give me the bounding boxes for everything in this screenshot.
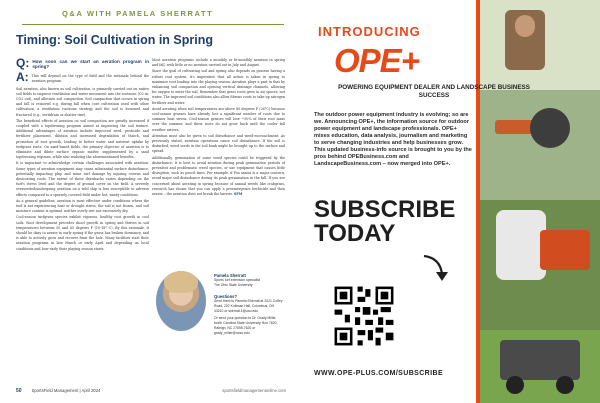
question-block: [16, 58, 149, 69]
body-paragraph: The beneficial effects of aeration on soil compaction are greatly increased if coupled with a topdressing program aimed at improving the soil texture. Additional advantages of aeration include improved seed, pesticide and fertilizer placement, dilution and increased degradation of thatch, and promotion of root growth, leading to better water and nutrient uptake by turfgrass roots. On sand-based fields, the primary objective of aeration is to eliminate and dilute surface organic matter, supplemented by a sand topdressing regimen, while also realizing the aforementioned benefits.: [16, 118, 149, 160]
ad-subtitle: POWERING EQUIPMENT DEALER AND LANDSCAPE BUSINESS SUCCESS: [338, 84, 530, 99]
ope-plus-logo: OPE+: [334, 42, 419, 79]
ad-body: The outdoor power equipment industry is evolving; so are we. Announcing OPE+, the information source for outdoor power equipment and landscape professionals. OPE+ mixes education, data analysis, journalism and marketing to serve changing industries and help businesses grow. This updated business-info source is brought to you by the pros behind OPEBusiness.com and LandscapeBusiness.com – now merged into OPE+.: [314, 112, 472, 167]
author-name: Pamela Sherratt: [214, 273, 246, 278]
section-tag: Q&A WITH PAMELA SHERRATT: [62, 9, 214, 18]
subscribe-url[interactable]: WWW.OPE-PLUS.COM/SUBSCRIBE: [314, 370, 444, 377]
ad-intro: INTRODUCING: [318, 24, 421, 39]
subscribe-heading: [314, 198, 455, 246]
publication-name: SportsField Management | April 2024: [31, 388, 101, 393]
footer-url: sportsfieldmanagementonline.com: [222, 388, 286, 393]
article-column-2: [152, 58, 285, 198]
arrow-down-icon: [420, 252, 454, 282]
body-paragraph: Since the goal of cultivating soil and spring also depends on grasses having a robust root system, it's imperative that all action is taken in spring to maximize root loading into the playing season. Aeration plays a part in that by enhancing soil compaction and opening vertical drainage channels, allowing for oxygen to enter the soil. Remember that grass roots grow in air spaces, not water. The improved soil conditions also allow fibrous roots to take up nitrogen fertilizer and water.: [152, 69, 285, 105]
question-text: How soon can we start an aeration program in spring?: [32, 59, 149, 70]
body-paragraph: As a general guideline, aeration is most effective under conditions where the turf is not experiencing heat or drought stress, the soil is not frozen, and soil moisture content is optimal, neither overly wet nor excessively dry.: [16, 198, 149, 214]
body-paragraph: Attention must also be given to soil disturbance and weed-encroachment. As previously stated, aeration operations cause soil disturbance. If the soil is disturbed, weed seeds in the soil bank might be brought up to the surface and spread.: [152, 133, 285, 154]
article-title: Timing: Soil Cultivation in Spring: [16, 33, 213, 47]
author-info: [214, 273, 284, 336]
author-photo: [156, 271, 206, 331]
answer-block: [16, 72, 149, 83]
body-paragraph: Avoid aerating when soil temperatures are above 80 degrees F (26°C) because cool-season grasses have already lost a significant number of roots due to summer heat stress. Cool-season grasses will lose ~50% of their root mass over the summer, and these roots do not grow back until the cooler fall weather arrives.: [152, 106, 285, 132]
advertisement-page: [300, 0, 600, 403]
page-number: 50: [16, 388, 22, 394]
subscribe-line: TODAY: [314, 220, 396, 247]
qr-code-icon[interactable]: [332, 284, 396, 348]
section-divider: [22, 24, 284, 25]
article-column-1: [16, 58, 149, 253]
answer-intro: This will depend on the type of field and the rationale behind the aeration program.: [31, 74, 149, 83]
contact-info: Send them to Pamela Sherratt at 2021 Coffey Road, 202 Kottman Hall, Columbus, OH 43210 or sherratt.1@osu.edu: [214, 299, 283, 313]
question-letter: Q:: [16, 56, 30, 70]
sign-off: SPM: [233, 192, 243, 197]
author-org: The Ohio State University: [214, 283, 253, 287]
body-paragraph: [152, 156, 285, 198]
body-text: Additionally, germination of some weed species could be triggered by the disturbance. It is best to avoid aeration during peak germination periods of prevalent and problematic weed species, or use equipment that causes little disruption, such as pencil tines. For example, if Poa annua is a major concern, avoid major soil disturbance during its peak germination in the fall. If you are concerned about aerating in spring because of annual weeds like crabgrass, research has shown that you can apply a preemergence herbicide and then aerate – the aeration does not break the barrier.: [152, 155, 285, 197]
body-paragraph: Cool-season turfgrass species exhibit vigorous, healthy root growth in cool soils. Root development precedes shoot growth in spring and thrives in soil temperatures between 50 and 65 degrees F (10-18° C). By this rationale, it should be okay to aerate in early spring if the grass has broken dormancy, and is able to actively grow and recover from the hole. Many facilities start their aeration programs in late March or early April and depending on local conditions and how early their playing season starts.: [16, 215, 149, 251]
questions-label: Questions?: [214, 294, 238, 299]
body-paragraph: It is important to acknowledge certain challenges associated with aeration. Some types of aeration equipment may cause substantial surface disturbance, potentially impacting play, and some turf damage by injuring crowns and desiccating roots. The extent of these drawbacks varies depending on the turf's stress level and the degree of ground cover on the field. A severely overseeded/undergoing aeration on a wild ship is less susceptible to adverse effects compared to a sparsely covered field under hot, windy conditions.: [16, 161, 149, 197]
contact-info: Or send your question to Dr. Grady Miller, North Carolina State University, Box 7620, Raleigh, NC 27695-7620 or grady_miller@ncsu.edu: [214, 316, 278, 335]
answer-letter: A:: [16, 70, 29, 85]
body-paragraph: Most aeration programs include a monthly or bi-monthly aeration in spring and fall, with little or no aeration carried out in July and August.: [152, 58, 285, 68]
author-block: [152, 267, 285, 377]
body-paragraph: Soil aeration, also known as soil cultivation, is primarily carried out on native soil fields to improve ventilation and water movement into the rootzone (O2 in, CO2 out), and alleviate soil compaction. Soil compaction that occurs in spring and fall is removed e.g. during fall when core cultivation used with other cultivation, a ventilation rootzone strategy and the soil is loosened and fractured (e.g., vertidrain or shatter tine).: [16, 86, 149, 117]
author-role: Sports turf extension specialist: [214, 278, 260, 282]
page-footer: [16, 388, 286, 396]
subscribe-line: SUBSCRIBE: [314, 196, 456, 223]
